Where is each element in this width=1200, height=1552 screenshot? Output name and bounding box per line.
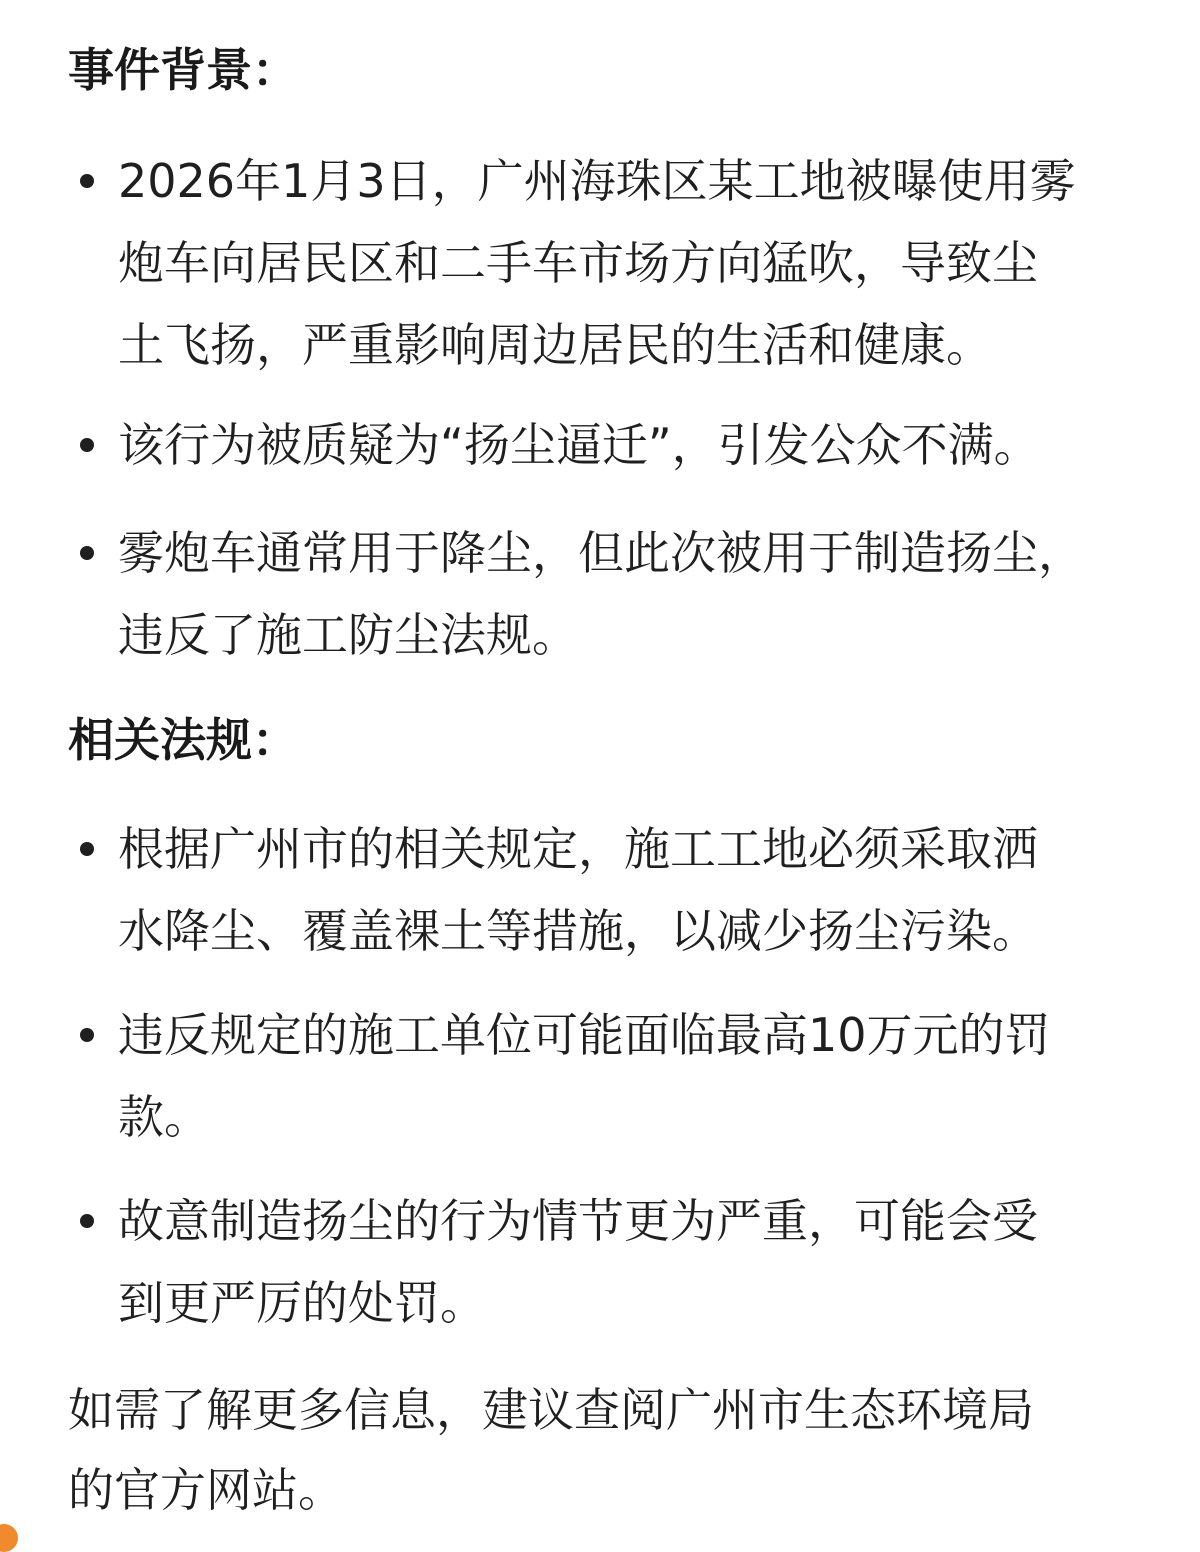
bullet-dot-icon	[80, 546, 94, 560]
bullet-dot-icon	[80, 1028, 94, 1042]
section-heading-background: 事件背景：	[68, 43, 298, 97]
text-line: 款。	[118, 1090, 210, 1144]
list-item-text	[118, 512, 1138, 676]
list-item-text	[118, 808, 1138, 972]
text-line: 该行为被质疑为“扬尘逼迁”，引发公众不满。	[118, 418, 1040, 472]
list-item-text	[118, 140, 1138, 386]
section-heading-regulations: 相关法规：	[68, 713, 298, 767]
bullet-dot-icon	[80, 438, 94, 452]
text-line: 违反了施工防尘法规。	[118, 608, 578, 662]
text-line: 2026年1月3日，广州海珠区某工地被曝使用雾	[118, 154, 1076, 208]
corner-accent-icon	[0, 1524, 18, 1552]
text-line: 如需了解更多信息，建议查阅广州市生态环境局	[68, 1383, 1034, 1437]
list-item-text	[118, 994, 1138, 1158]
list-item-text	[118, 404, 1138, 486]
text-line: 违反规定的施工单位可能面临最高10万元的罚	[118, 1008, 1051, 1062]
bullet-dot-icon	[80, 1214, 94, 1228]
text-line: 故意制造扬尘的行为情节更为严重，可能会受	[118, 1194, 1038, 1248]
text-line: 土飞扬，严重影响周边居民的生活和健康。	[118, 318, 992, 372]
bullet-dot-icon	[80, 842, 94, 856]
text-line: 炮车向居民区和二手车市场方向猛吹，导致尘	[118, 236, 1038, 290]
text-line: 的官方网站。	[68, 1463, 344, 1517]
list-item-text	[118, 1180, 1138, 1344]
text-line: 到更严厉的处罚。	[118, 1276, 486, 1330]
text-line: 根据广州市的相关规定，施工工地必须采取洒	[118, 822, 1038, 876]
text-line: 水降尘、覆盖裸土等措施，以减少扬尘污染。	[118, 904, 1038, 958]
text-line: 雾炮车通常用于降尘，但此次被用于制造扬尘，	[118, 526, 1084, 580]
closing-paragraph	[68, 1370, 1148, 1530]
bullet-dot-icon	[80, 174, 94, 188]
